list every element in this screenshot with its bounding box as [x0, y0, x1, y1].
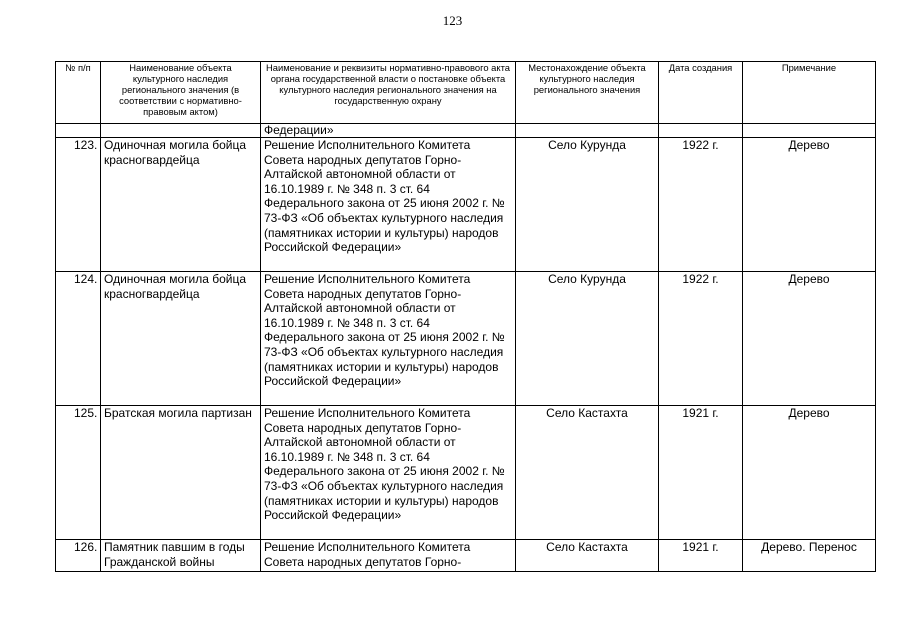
- row-number: 123.: [56, 138, 101, 272]
- object-location: Село Кастахта: [516, 540, 659, 572]
- row-number: 124.: [56, 272, 101, 406]
- object-name: Памятник павшим в годы Гражданской войны: [101, 540, 261, 572]
- continuation-row: [56, 124, 876, 138]
- creation-date: 1922 г.: [659, 138, 743, 272]
- creation-date: 1921 г.: [659, 540, 743, 572]
- legal-act: Решение Исполнительного Комитета Совета народных депутатов Горно-Алтайской автономной области от 16.10.1989 г. № 348 п. 3 ст. 64 Федерального закона от 25 июня 2002 г. № 73-ФЗ «Об объектах культурного наследия (памятниках истории и культуры) народов Российской Федерации»: [261, 272, 516, 406]
- object-name: Одиночная могила бойца красногвардейца: [101, 138, 261, 272]
- table-row: [56, 406, 876, 540]
- object-name: Одиночная могила бойца красногвардейца: [101, 272, 261, 406]
- legal-act: Решение Исполнительного Комитета Совета народных депутатов Горно-: [261, 540, 516, 572]
- heritage-registry-table: [55, 61, 876, 572]
- column-header-act: Наименование и реквизиты нормативно-правового акта органа государственной власти о постановке объекта культурного наследия регионального значения на государственную охрану: [261, 62, 516, 124]
- page-number: 123: [442, 13, 463, 28]
- row-number: 126.: [56, 540, 101, 572]
- continuation-act-text: Федерации»: [261, 124, 516, 138]
- table-row: [56, 540, 876, 572]
- legal-act: Решение Исполнительного Комитета Совета народных депутатов Горно-Алтайской автономной области от 16.10.1989 г. № 348 п. 3 ст. 64 Федерального закона от 25 июня 2002 г. № 73-ФЗ «Об объектах культурного наследия (памятниках истории и культуры) народов Российской Федерации»: [261, 138, 516, 272]
- column-header-location: Местонахождение объекта культурного наследия регионального значения: [516, 62, 659, 124]
- column-header-note: Примечание: [743, 62, 876, 124]
- object-location: Село Курунда: [516, 138, 659, 272]
- table-row: [56, 138, 876, 272]
- object-location: Село Курунда: [516, 272, 659, 406]
- object-location: Село Кастахта: [516, 406, 659, 540]
- object-note: Дерево. Перенос: [743, 540, 876, 572]
- object-name: Братская могила партизан: [101, 406, 261, 540]
- table-header-row: [56, 62, 876, 124]
- object-note: Дерево: [743, 406, 876, 540]
- legal-act: Решение Исполнительного Комитета Совета народных депутатов Горно-Алтайской автономной области от 16.10.1989 г. № 348 п. 3 ст. 64 Федерального закона от 25 июня 2002 г. № 73-ФЗ «Об объектах культурного наследия (памятниках истории и культуры) народов Российской Федерации»: [261, 406, 516, 540]
- column-header-num: № п/п: [56, 62, 101, 124]
- object-note: Дерево: [743, 272, 876, 406]
- creation-date: 1922 г.: [659, 272, 743, 406]
- object-note: Дерево: [743, 138, 876, 272]
- creation-date: 1921 г.: [659, 406, 743, 540]
- row-number: 125.: [56, 406, 101, 540]
- column-header-name: Наименование объекта культурного наследия регионального значения (в соответствии с нормативно-правовым актом): [101, 62, 261, 124]
- column-header-date: Дата создания: [659, 62, 743, 124]
- table-row: [56, 272, 876, 406]
